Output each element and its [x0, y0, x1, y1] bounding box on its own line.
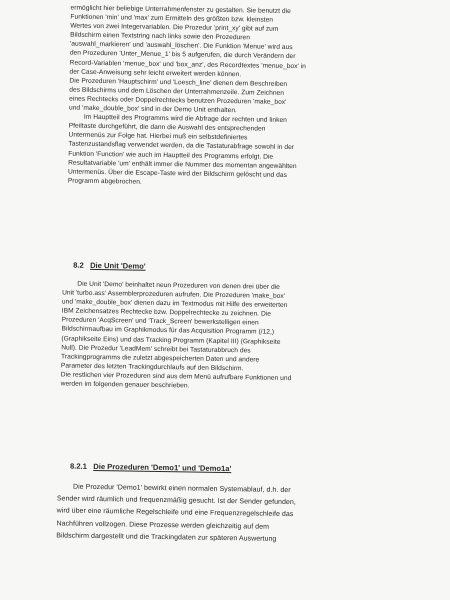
text-line: und 'make_double_box' sind in der Demo Unit enthalten. [68, 104, 237, 115]
text-line: Nachführen vollzogen. Diese Prozesse werden gleichzeitig auf dem [56, 519, 270, 531]
text-line: eines Rechtecks oder Doppelrechtecks benutzen Prozeduren 'make_box' [69, 95, 287, 106]
text-line: Parameter des letzten Trackingdurchlaufs auf den Bildschirm. [60, 362, 244, 373]
text-line: Funktionen 'min' und 'max' zum Ermitteln des größten bzw. kleinsten [70, 13, 274, 24]
section-heading-8-2 [60, 251, 146, 279]
text-line: Null). Die Prozedur 'LeadMem' schreibt bei Tastaturabbruch des [61, 344, 251, 355]
section-title: Die Unit 'Demo' [90, 260, 146, 271]
text-line: Die Unit 'Demo' beinhaltet neun Prozeduren von denen drei über die [62, 280, 280, 291]
text-line: den Prozeduren 'Unter_Menue_1' bis 5 aufgerufen, die durch Verändern der [69, 50, 296, 61]
text-line: IBM Zeichensatzes Rechtecke bzw. Doppelrechtecke zu zeichnen. Die [61, 307, 272, 319]
text-line: 'auswahl_markieren' und 'auswahl_löschen'. Die Funktion 'Menue' wird aus [69, 40, 293, 52]
text-line: Im Hauptteil des Programms wird die Abfrage der rechten und linken [68, 113, 287, 125]
paragraph-intro [68, 4, 307, 190]
text-line: werden im folgenden genauer beschrieben. [60, 380, 190, 390]
text-line: Pfeiltaste durchgeführt, die dann die Auswahl des entsprechenden [68, 122, 266, 133]
text-line: Record-Variablen 'menue_box' und 'box_anz', des Recordtextes 'menue_box' in [69, 59, 306, 70]
text-line: Prozeduren 'AcqScreen' und 'Track_Screen' bewerkstelligen einen [61, 316, 259, 327]
text-line: Untermenüs. Über die Escape-Taste wird der Bildschirm gelöscht und das [67, 168, 288, 179]
text-line: Tastenzustandsflag verwendet werden, da die Tastaturabfrage sowohl in der [68, 140, 295, 152]
text-line: der Case-Anweisung sehr leicht erweitert werden können. [69, 68, 242, 78]
text-line: Unit 'turbo.ass' Assemblerprozeduren aufrufen. Die Prozeduren 'make_box' [62, 289, 286, 301]
text-line: Die Prozeduren 'Hauptschirm' und 'Loesch_line' dienen dem Beschreiben [69, 77, 288, 88]
text-line: Bildschirmaufbau im Graphikmodus für das Acquisition Programm (/12,) [61, 325, 275, 337]
text-line: wird über eine räumliche Regelschleife und eine Frequenzregelschleife das [56, 507, 294, 519]
text-line: (Graphikseite Eins) und das Tracking Programm (Kapitel III) (Graphikseite [61, 334, 281, 346]
text-line: ermöglicht hier beliebige Unterrahmenfenster zu gestalten. Sie benutzt die [70, 4, 291, 15]
text-line: Trackingprogramms die zuletzt abgespeicherten Daten und andere [61, 353, 260, 364]
section-heading-8-2-1 [57, 452, 231, 482]
text-line: Wertes von zwei Integervariablen. Die Prozedur 'print_xy' gibt auf zum [70, 22, 279, 33]
text-line: Programm abgebrochen. [67, 177, 142, 186]
paragraph-unit-demo [61, 279, 293, 392]
paragraph-demo1 [56, 481, 296, 546]
text-line: des Bildschirms und dem Löschen der Unterrahmenzeile. Zum Zeichnen [69, 86, 285, 97]
text-line: Funktion 'Function' wie auch im Hauptteil des Programms erfolgt. Die [68, 150, 274, 161]
text-line: Die Prozedur 'Demo1' bewirkt einen normalen Systemablauf, d.h. der [56, 483, 291, 495]
text-line: Resultatvariable 'um' enthält immer die Nummer des momentan angewählten [68, 159, 297, 170]
text-line: Die restlichen vier Prozeduren sind aus dem Menü aufrufbare Funktionen und [60, 371, 292, 382]
text-line: und 'make_double_box' dienen dazu im Textmodus mit Hilfe des erweiterten [61, 298, 288, 310]
text-line: Bildschirm einen Textstring nach links sowie den Prozeduren [70, 31, 251, 42]
section-number: 8.2.1 [69, 461, 88, 471]
text-line: Bildschirm dargestellt und die Trackingdaten zur späteren Auswertung [56, 532, 277, 543]
section-title: Die Prozeduren 'Demo1' und 'Demo1a' [93, 461, 232, 474]
text-line: Sender wird räumlich und frequenzmäßig gesucht. Ist der Sender gefunden, [56, 495, 296, 507]
section-number: 8.2 [73, 260, 84, 270]
text-line: Untermenüs zur Folge hat. Hierbei muß ein selbstdefiniertes [68, 131, 248, 142]
